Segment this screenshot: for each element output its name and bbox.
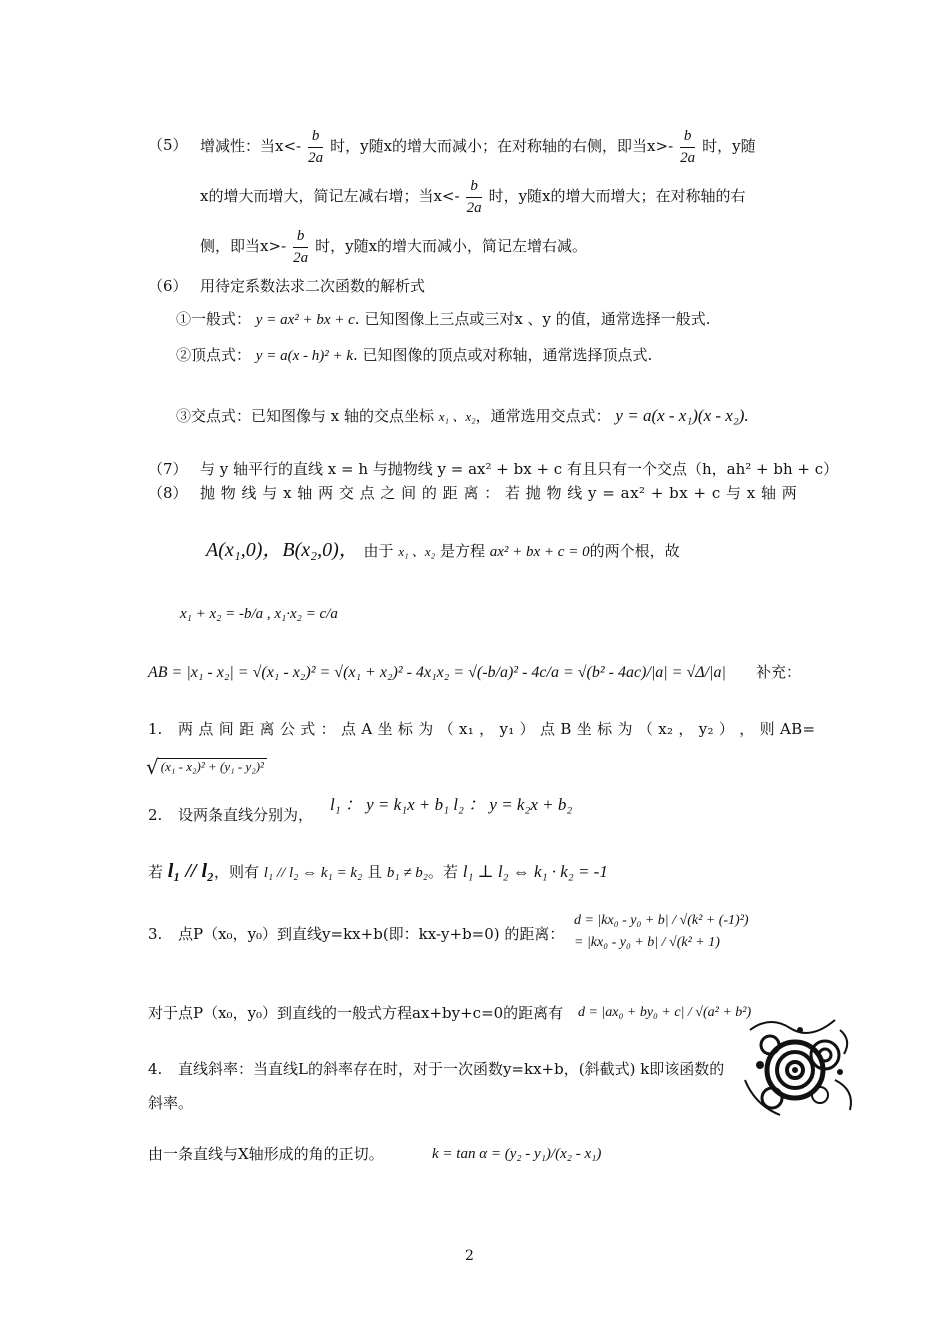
item-5-line-3 [200,228,587,266]
label: ②顶点式： [176,346,252,364]
point-3-text: 点P（x₀，y₀）到直线y=kx+b(即：kx-y+b=0) 的距离： [178,925,565,943]
text: . 已知图像上三点或三对x 、y 的值，通常选择一般式. [354,310,711,328]
parallel-condition-line [148,858,608,884]
item-6-title: 用待定系数法求二次函数的解析式 [200,277,426,295]
point-4-text-1: 直线斜率：当直线L的斜率存在时，对于一次函数y=kx+b，(斜截式) k即该函数的 [178,1060,725,1078]
label: ①一般式： [176,310,252,328]
fraction-b-2a [463,178,486,216]
distance-formula-b: = |kx₀ - y₀ + b| / √(k² + 1) [574,935,720,950]
fraction-b-2a [676,128,699,166]
fraction-b-2a [289,228,312,266]
vertex-form-formula: y = a(x - h)² + k [255,348,353,364]
general-distance-formula: d = |ax₀ + by₀ + c| / √(a² + b²) [578,1005,752,1020]
formula-body: (x₁ - x₂)² + (y₁ - y₂)² [158,758,267,776]
distance-formula-a: d = |kx₀ - y₀ + b| / √(k² + (-1)²) [574,913,749,928]
two-lines-formula: l₁ ： y = k₁x + b₁ l₂ ： y = k₂x + b₂ [330,795,573,814]
general-distance-text: 对于点P（x₀，y₀）到直线的一般式方程ax+by+c=0的距离有 [148,1004,564,1022]
parallel-symbol: l₁ // l₂ [167,860,214,882]
item-6-number: （6） [148,277,188,295]
intercept-form-formula: y = a(x - x₁)(x - x₂). [615,406,749,425]
point-2-number: 2. [148,806,163,824]
item-5-line-1 [200,128,756,166]
points-formula: A(x₁,0)，B(x₂,0)， [206,539,359,561]
text: 由于 [363,542,394,560]
text: 且 [367,863,383,881]
vieta-formula: x₁ + x₂ = -b/a , x₁·x₂ = c/a [180,606,338,622]
text: ，通常选用交点式： [475,407,611,425]
item-7-number: （7） [148,460,188,478]
text: 的两个根，故 [589,542,680,560]
fraction-b-2a [304,128,327,166]
text: 时，y随x的增大而减小，简记左增右减。 [315,237,588,255]
parallel-condition: l₁ // l₂ ⇔ k₁ = k₂ [263,865,363,881]
roots-line [206,537,680,563]
supplement-label: 补充： [756,663,802,681]
text: 若 [148,863,164,881]
text: 是方程 [439,542,485,560]
item-8-number: （8） [148,484,188,502]
text: 增减性：当x<- [200,137,302,155]
slope-formula: k = tan α = (y₂ - y₁)/(x₂ - x₁) [432,1146,602,1162]
numerator: b [680,128,696,148]
quadratic-equation: ax² + bx + c = 0 [489,544,590,560]
perpendicular-condition: l₁ ⊥ l₂ ⇔ k₁ · k₂ = -1 [462,862,608,881]
intercept-condition: b₁ ≠ b₂ [386,865,428,881]
item-5-line-2 [200,178,746,216]
denominator: 2a [308,149,324,166]
distance-ab-formula: AB = |x₁ - x₂| = √(x₁ - x₂)² = √(x₁ + x₂)² - 4x₁x₂ = √(-b/a)² - 4c/a = √(b² - 4ac)/|a| = √Δ/|a| [148,664,726,681]
point-4-text-2: 斜率。 [148,1094,194,1112]
page-number: 2 [465,1248,474,1264]
text: 侧，即当x>- [200,237,287,255]
item-5-number: （5） [148,136,188,154]
decorative-circles-icon [740,1010,860,1122]
text: 时，y随 [702,137,756,155]
text: x的增大而增大，简记左减右增；当x<- [200,187,460,205]
general-form-formula: y = ax² + bx + c [255,312,355,328]
point-3-number: 3. [148,925,163,943]
numerator: b [308,128,324,148]
intercept-form-line [176,405,749,427]
text: 。若 [427,863,458,881]
vertex-form-line [176,346,652,367]
item-8-text: 抛 物 线 与 x 轴 两 交 点 之 间 的 距 离 ： 若 抛 物 线 y = ax² + bx + c 与 x 轴 两 [200,484,798,502]
text: 时，y随x的增大而增大；在对称轴的右 [488,187,746,205]
denominator: 2a [680,149,696,166]
item-7-text: 与 y 轴平行的直线 x = h 与抛物线 y = ax² + bx + c 有且只有一个交点（h，ah² + bh + c） [200,460,839,478]
general-form-line [176,310,711,331]
text: . 已知图像的顶点或对称轴，通常选择顶点式. [353,346,653,364]
sqrt-symbol: √ [146,755,159,779]
numerator: b [293,228,309,248]
point-1-text: 两 点 间 距 离 公 式 ： 点 A 坐 标 为 （ x₁ ， y₁ ） 点 B 坐 标 为 （ x₂ ， y₂ ） ， 则 AB= [178,720,816,738]
two-point-distance-formula [146,754,267,780]
point-4-number: 4. [148,1060,163,1078]
roots-vars: x₁ 、x₂ [398,544,436,559]
point-4-text-3: 由一条直线与X轴形成的角的正切。 [148,1145,384,1163]
text: 时，y随x的增大而减小；在对称轴的右侧，即当x>- [330,137,674,155]
denominator: 2a [466,199,482,216]
roots-vars: x₁ 、x₂ [438,409,476,424]
label: ③交点式：已知图像与 x 轴的交点坐标 [176,407,434,425]
point-2-text: 设两条直线分别为， [178,806,314,824]
numerator: b [466,178,482,198]
text: ，则有 [213,863,259,881]
denominator: 2a [293,249,309,266]
point-1-number: 1. [148,720,163,738]
